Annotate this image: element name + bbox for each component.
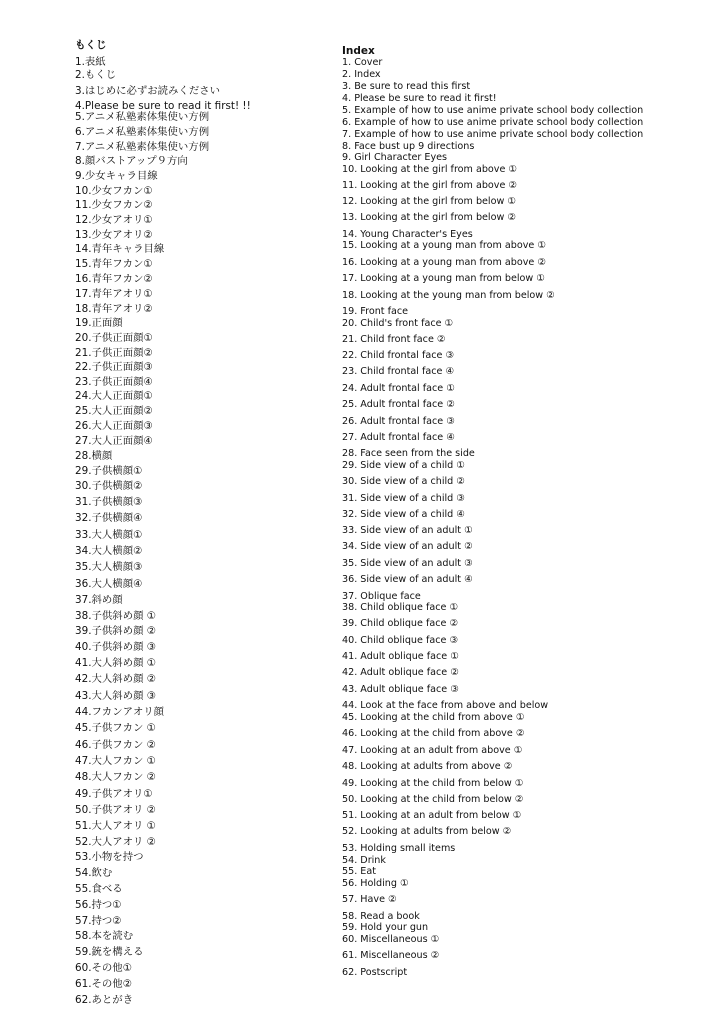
en-toc-item: 30. Side view of a child ② xyxy=(342,476,465,487)
jp-toc-item: 2.もくじ xyxy=(75,69,117,81)
jp-toc-item: 22.子供正面顔③ xyxy=(75,361,153,373)
jp-toc-item: 18.青年アオリ② xyxy=(75,303,153,315)
jp-toc-item: 42.大人斜め顔 ② xyxy=(75,673,157,685)
en-toc-item: 52. Looking at adults from below ② xyxy=(342,826,512,837)
jp-toc-item: 7.アニメ私塾素体集使い方例 xyxy=(75,141,210,153)
en-toc-item: 62. Postscript xyxy=(342,967,408,978)
en-toc-item: 29. Side view of a child ① xyxy=(342,460,465,471)
en-toc-item: 7. Example of how to use anime private school body collection xyxy=(342,129,644,140)
en-toc-item: 61. Miscellaneous ② xyxy=(342,950,440,961)
en-toc-item: 1. Cover xyxy=(342,57,383,68)
en-toc-item: 15. Looking at a young man from above ① xyxy=(342,240,546,251)
en-toc-item: 45. Looking at the child from above ① xyxy=(342,712,525,723)
jp-toc-item: 24.大人正面顔① xyxy=(75,390,153,402)
jp-toc-item: 62.あとがき xyxy=(75,994,134,1006)
jp-toc-item: 3.はじめに必ずお読みください xyxy=(75,85,220,97)
en-toc-item: 55. Eat xyxy=(342,866,377,877)
jp-toc-item: 35.大人横顔③ xyxy=(75,561,143,573)
en-toc-item: 42. Adult oblique face ② xyxy=(342,667,459,678)
jp-toc-item: 43.大人斜め顔 ③ xyxy=(75,690,157,702)
jp-toc-item: 53.小物を持つ xyxy=(75,851,144,863)
jp-toc-item: 47.大人フカン ① xyxy=(75,755,156,767)
jp-toc-item: 60.その他① xyxy=(75,962,133,974)
jp-toc-item: 17.青年アオリ① xyxy=(75,288,153,300)
jp-toc-item: 38.子供斜め顔 ① xyxy=(75,610,157,622)
en-toc-item: 21. Child front face ② xyxy=(342,334,446,345)
jp-toc-item: 25.大人正面顔② xyxy=(75,405,153,417)
en-toc-item: 39. Child oblique face ② xyxy=(342,618,459,629)
en-toc-item: 56. Holding ① xyxy=(342,878,409,889)
en-toc-item: 14. Young Character's Eyes xyxy=(342,229,473,240)
en-toc-item: 28. Face seen from the side xyxy=(342,448,475,459)
en-toc-item: 44. Look at the face from above and below xyxy=(342,700,549,711)
en-toc-item: 35. Side view of an adult ③ xyxy=(342,558,473,569)
en-toc-item: 38. Child oblique face ① xyxy=(342,602,459,613)
en-toc-item: 24. Adult frontal face ① xyxy=(342,383,455,394)
en-toc-item: 5. Example of how to use anime private school body collection xyxy=(342,105,644,116)
jp-toc-item: 16.青年フカン② xyxy=(75,273,153,285)
en-toc-item: 26. Adult frontal face ③ xyxy=(342,416,455,427)
en-toc-item: 8. Face bust up 9 directions xyxy=(342,141,475,152)
english-toc-title: Index xyxy=(342,45,375,57)
japanese-toc-title: もくじ xyxy=(75,39,107,51)
en-toc-item: 41. Adult oblique face ① xyxy=(342,651,459,662)
en-toc-item: 48. Looking at adults from above ② xyxy=(342,761,513,772)
jp-toc-item: 50.子供アオリ ② xyxy=(75,804,156,816)
en-toc-item: 25. Adult frontal face ② xyxy=(342,399,455,410)
jp-toc-item: 9.少女キャラ目線 xyxy=(75,170,158,182)
en-toc-item: 22. Child frontal face ③ xyxy=(342,350,455,361)
jp-toc-item: 39.子供斜め顔 ② xyxy=(75,625,157,637)
jp-toc-item: 20.子供正面顔① xyxy=(75,332,153,344)
en-toc-item: 2. Index xyxy=(342,69,381,80)
jp-toc-item: 8.顔バストアップ９方向 xyxy=(75,155,188,167)
en-toc-item: 60. Miscellaneous ① xyxy=(342,934,440,945)
jp-toc-item: 19.正面顔 xyxy=(75,317,123,329)
jp-toc-item: 1.表紙 xyxy=(75,56,106,68)
jp-toc-item: 40.子供斜め顔 ③ xyxy=(75,641,157,653)
en-toc-item: 58. Read a book xyxy=(342,911,420,922)
jp-toc-item: 6.アニメ私塾素体集使い方例 xyxy=(75,126,210,138)
en-toc-item: 36. Side view of an adult ④ xyxy=(342,574,473,585)
en-toc-item: 27. Adult frontal face ④ xyxy=(342,432,455,443)
en-toc-item: 13. Looking at the girl from below ② xyxy=(342,212,516,223)
jp-toc-item: 10.少女フカン① xyxy=(75,185,153,197)
en-toc-item: 18. Looking at the young man from below ② xyxy=(342,290,555,301)
jp-toc-item: 12.少女アオリ① xyxy=(75,214,153,226)
en-toc-item: 17. Looking at a young man from below ① xyxy=(342,273,545,284)
jp-toc-item: 26.大人正面顔③ xyxy=(75,420,153,432)
jp-toc-item: 13.少女アオリ② xyxy=(75,229,153,241)
jp-toc-item: 41.大人斜め顔 ① xyxy=(75,657,157,669)
jp-toc-item: 37.斜め顔 xyxy=(75,594,123,606)
jp-toc-item: 61.その他② xyxy=(75,978,133,990)
en-toc-item: 57. Have ② xyxy=(342,894,397,905)
jp-toc-item: 46.子供フカン ② xyxy=(75,739,156,751)
jp-toc-item: 57.持つ② xyxy=(75,915,122,927)
jp-toc-item: 33.大人横顔① xyxy=(75,529,143,541)
en-toc-item: 47. Looking at an adult from above ① xyxy=(342,745,523,756)
en-toc-item: 16. Looking at a young man from above ② xyxy=(342,257,546,268)
jp-toc-item: 14.青年キャラ目線 xyxy=(75,243,165,255)
en-toc-item: 3. Be sure to read this first xyxy=(342,81,471,92)
en-toc-item: 4. Please be sure to read it first! xyxy=(342,93,497,104)
jp-toc-item: 28.横顔 xyxy=(75,450,113,462)
jp-toc-item: 51.大人アオリ ① xyxy=(75,820,156,832)
jp-toc-item: 48.大人フカン ② xyxy=(75,771,156,783)
jp-toc-item: 30.子供横顔② xyxy=(75,480,143,492)
jp-toc-item: 49.子供アオリ① xyxy=(75,788,153,800)
jp-toc-item: 55.食べる xyxy=(75,883,123,895)
jp-toc-item: 21.子供正面顔② xyxy=(75,347,153,359)
jp-toc-item: 34.大人横顔② xyxy=(75,545,143,557)
jp-toc-item: 54.飲む xyxy=(75,867,113,879)
jp-toc-item: 44.フカンアオリ顔 xyxy=(75,706,165,718)
en-toc-item: 34. Side view of an adult ② xyxy=(342,541,473,552)
en-toc-item: 23. Child frontal face ④ xyxy=(342,366,455,377)
en-toc-item: 59. Hold your gun xyxy=(342,922,429,933)
en-toc-item: 43. Adult oblique face ③ xyxy=(342,684,459,695)
en-toc-item: 50. Looking at the child from below ② xyxy=(342,794,524,805)
jp-toc-item: 36.大人横顔④ xyxy=(75,578,143,590)
jp-toc-item: 5.アニメ私塾素体集使い方例 xyxy=(75,111,210,123)
en-toc-item: 54. Drink xyxy=(342,855,386,866)
en-toc-item: 12. Looking at the girl from below ① xyxy=(342,196,516,207)
jp-toc-item: 23.子供正面顔④ xyxy=(75,376,153,388)
en-toc-item: 31. Side view of a child ③ xyxy=(342,493,465,504)
en-toc-item: 53. Holding small items xyxy=(342,843,456,854)
jp-toc-item: 27.大人正面顔④ xyxy=(75,435,153,447)
en-toc-item: 9. Girl Character Eyes xyxy=(342,152,448,163)
en-toc-item: 49. Looking at the child from below ① xyxy=(342,778,524,789)
en-toc-item: 51. Looking at an adult from below ① xyxy=(342,810,522,821)
en-toc-item: 6. Example of how to use anime private school body collection xyxy=(342,117,644,128)
en-toc-item: 10. Looking at the girl from above ① xyxy=(342,164,518,175)
jp-toc-item: 29.子供横顔① xyxy=(75,465,143,477)
jp-toc-item: 31.子供横顔③ xyxy=(75,496,143,508)
en-toc-item: 46. Looking at the child from above ② xyxy=(342,728,525,739)
en-toc-item: 19. Front face xyxy=(342,306,409,317)
jp-toc-item: 56.持つ① xyxy=(75,899,122,911)
en-toc-item: 33. Side view of an adult ① xyxy=(342,525,473,536)
jp-toc-item: 45.子供フカン ① xyxy=(75,722,156,734)
en-toc-item: 11. Looking at the girl from above ② xyxy=(342,180,518,191)
jp-toc-item: 15.青年フカン① xyxy=(75,258,153,270)
en-toc-item: 32. Side view of a child ④ xyxy=(342,509,465,520)
jp-toc-item: 52.大人アオリ ② xyxy=(75,836,156,848)
jp-toc-item: 11.少女フカン② xyxy=(75,199,153,211)
en-toc-item: 40. Child oblique face ③ xyxy=(342,635,459,646)
jp-toc-item: 4.Please be sure to read it first! !! xyxy=(75,100,251,112)
en-toc-item: 37. Oblique face xyxy=(342,591,421,602)
en-toc-item: 20. Child's front face ① xyxy=(342,318,454,329)
jp-toc-item: 59.銃を構える xyxy=(75,946,144,958)
jp-toc-item: 32.子供横顔④ xyxy=(75,512,143,524)
jp-toc-item: 58.本を読む xyxy=(75,930,134,942)
